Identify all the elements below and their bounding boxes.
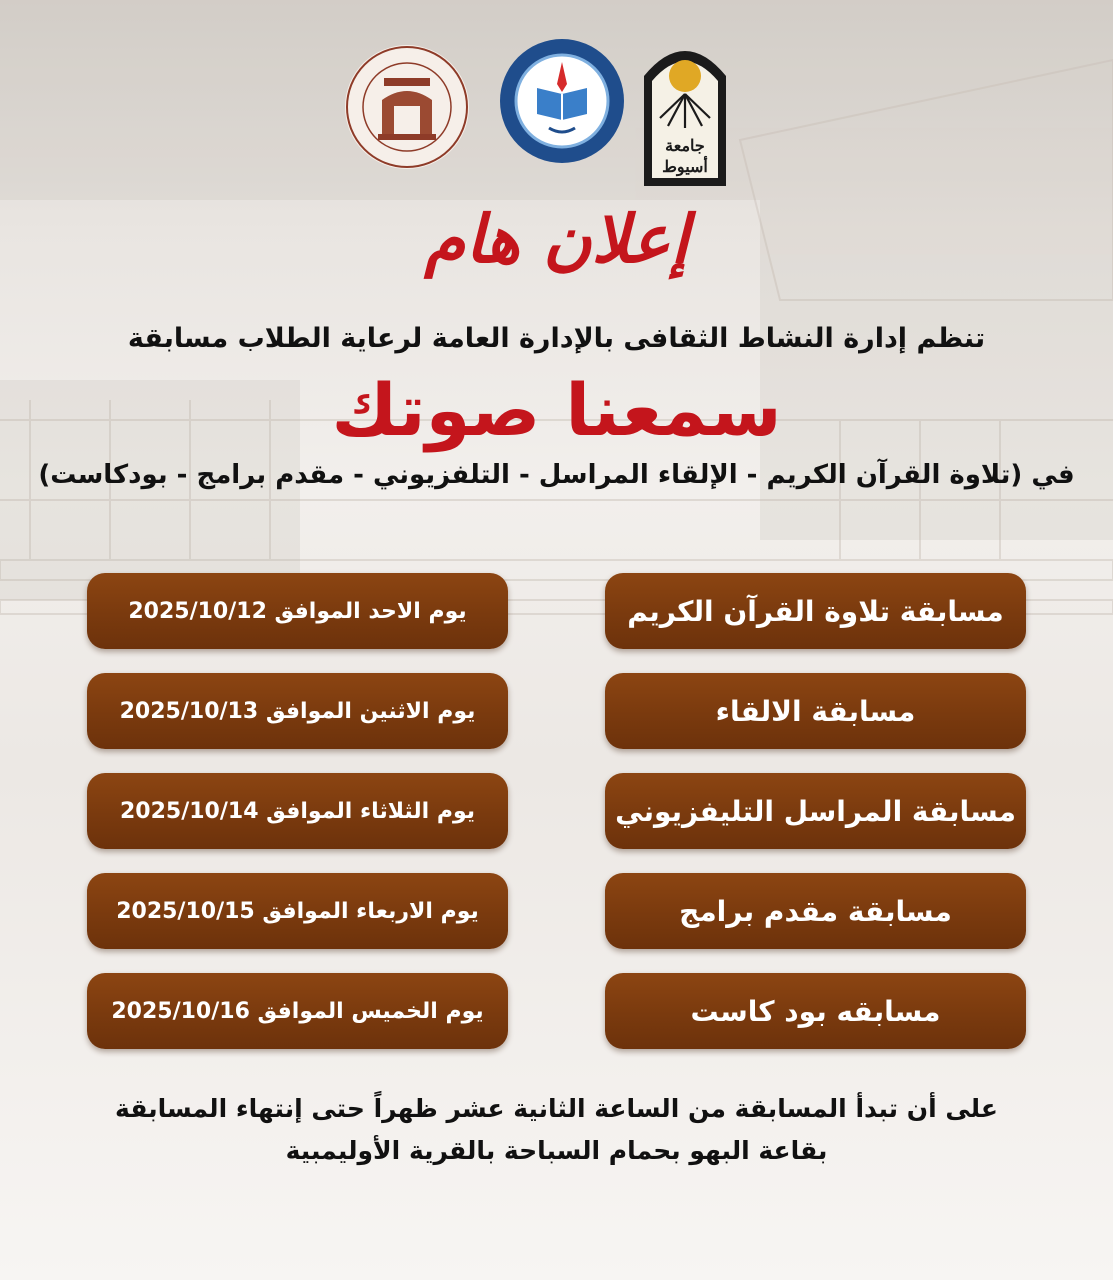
competition-label: مسابقه بود كاست bbox=[690, 994, 941, 1028]
competition-title: سمعنا صوتك bbox=[331, 368, 782, 452]
categories-text: في (تلاوة القرآن الكريم - الإلقاء المراسل - التلفزيوني - مقدم برامج - بودكاست) bbox=[38, 460, 1075, 490]
date-pill bbox=[87, 973, 508, 1049]
competition-pill bbox=[605, 773, 1026, 849]
assiut-university-logo bbox=[640, 36, 730, 186]
competition-pill bbox=[605, 673, 1026, 749]
student-union-logo bbox=[342, 42, 472, 172]
competition-label: مسابقة المراسل التليفزيوني bbox=[615, 794, 1016, 828]
competition-label: مسابقة مقدم برامج bbox=[679, 894, 952, 928]
headline-important-announcement: إعلان هام bbox=[424, 200, 689, 278]
footer-line-venue: بقاعة البهو بحمام السباحة بالقرية الأوليمبية bbox=[285, 1136, 828, 1165]
date-pill bbox=[87, 773, 508, 849]
date-label: يوم الاثنين الموافق 2025/10/13 bbox=[119, 698, 476, 724]
date-label: يوم الاربعاء الموافق 2025/10/15 bbox=[116, 898, 479, 924]
competition-label: مسابقة تلاوة القرآن الكريم bbox=[627, 594, 1004, 628]
date-label: يوم الثلاثاء الموافق 2025/10/14 bbox=[119, 798, 476, 824]
logo-strip bbox=[0, 28, 1113, 176]
date-label: يوم الخميس الموافق 2025/10/16 bbox=[111, 998, 484, 1024]
competition-pill bbox=[605, 973, 1026, 1049]
competition-pill bbox=[605, 573, 1026, 649]
date-pill bbox=[87, 873, 508, 949]
svg-text:جامعة: جامعة bbox=[665, 136, 705, 155]
date-pill bbox=[87, 573, 508, 649]
footer-note bbox=[0, 1088, 1113, 1172]
date-pill bbox=[87, 673, 508, 749]
intro-text: تنظم إدارة النشاط الثقافى بالإدارة العامة لرعاية الطلاب مسابقة bbox=[127, 323, 986, 354]
date-label: يوم الاحد الموافق 2025/10/12 bbox=[128, 598, 467, 624]
competition-pill bbox=[605, 873, 1026, 949]
footer-line-time: على أن تبدأ المسابقة من الساعة الثانية عشر ظهراً حتى إنتهاء المسابقة bbox=[115, 1094, 998, 1123]
svg-text:أسيوط: أسيوط bbox=[662, 157, 708, 176]
competition-label: مسابقة الالقاء bbox=[715, 694, 916, 728]
faculty-of-arts-logo bbox=[497, 36, 627, 166]
